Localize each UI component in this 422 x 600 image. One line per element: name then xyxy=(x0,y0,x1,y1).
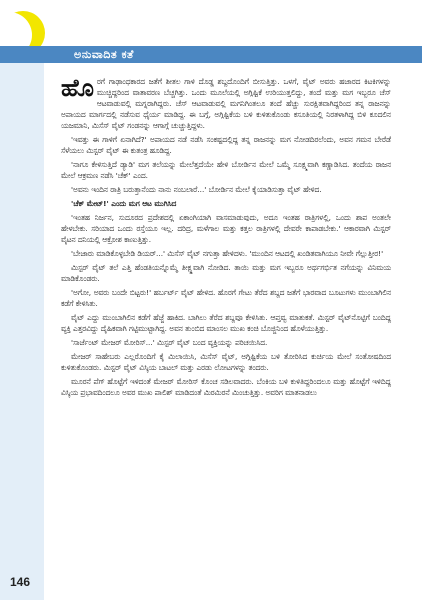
story-paragraph-5: 'ಚೆಕ್ ಮೇಟ್!' ಎಂದು ಮಗ ಆಟ ಮುಗಿಸಿದ xyxy=(71,199,177,208)
story-paragraph-11: 'ಸಾರ್ಜೆಂಟ್ ಮೇಜರ್ ಮೋರಿಸ್...' ಮಿಸ್ಟರ್ ವೈಟ್ ಬಂದ ವ್ಯಕ್ತಿಯನ್ನು ಪರಿಚಯಿಸಿದ. xyxy=(71,338,268,347)
story-paragraph-3: 'ನಾಗೂ ಕೇಳಿಸುತ್ತಿದೆ ಡ್ಯಾಡಿ' ಮಗ ತಲೆಯನ್ನು ಮೇಲೆತ್ತದೆಯೇ ಹೇಳಿ ಬೋರ್ಡಿನ ಮೇಲೆ ಒಮ್ಮೆ ಸೂಕ್ಷ್ಮವಾಗಿ ಕಣ್ಣಾಡಿಸಿದ. ತಂದೆಯ ರಾಜನ ಮೇಲೆ ಆಕ್ರಮಣ ನಡೆಸಿ 'ಚೆಕ್' ಎಂದ. xyxy=(61,160,391,180)
story-paragraph-2: 'ಇವತ್ತು ಈ ಗಾಳಿಗೆ ಏನಾಗಿದೆ?' ಅಪಾಯದ ನಡೆ ನಡೆಸಿ ಸಂಕಷ್ಟದಲ್ಲಿದ್ದ ತನ್ನ ರಾಜನನ್ನು ಮಗ ನೋಡದಿರಲೆಂದು, ಅವನ ಗಮನ ಬೇರೆಡೆ ಸೆಳೆಯಲು ಮಿಸ್ಟರ್ ವೈಟ್ ಈ ಕುತಂತ್ರ ಹೂಡಿದ್ದ. xyxy=(61,135,391,155)
page-number: 146 xyxy=(10,575,31,589)
story-body xyxy=(61,76,391,401)
story-paragraph-13: ಮೂರನೆ ಪೆಗ್ ಹೊಟ್ಟೆಗೆ ಇಳಿದಂತೆ ಮೇಜರ್ ಮೋರಿಸ್ ಕೊಂಚ ಸಡಿಲವಾದರು. ಬೆಂಕಿಯ ಬಳಿ ಕುಳಿತಿದ್ದರಿಂದಲೂ ಮತ್ತು ಹೊಟ್ಟೆಗೆ ಇಳಿದಿದ್ದ ವಿಸ್ಕಿಯ ಪ್ರಭಾವದಿಂದಲೂ ಅವರ ಮುಖ ಪಾಲಿಶ್ ಮಾಡಿದಂತೆ ಮಿರಮಿರನೆ ಮಿಂಚುತ್ತಿತ್ತು. ಅವರಿಗ ಮಾತನಾಡಲು xyxy=(61,377,391,397)
drop-cap: ಹೊ xyxy=(61,74,94,102)
story-paragraph-1 xyxy=(61,76,391,131)
header-bar xyxy=(0,46,422,63)
story-paragraph-6: 'ಇಂತಹ ನಿರ್ಜನ, ಸುದೂರದ ಪ್ರದೇಶದಲ್ಲಿ ಏಕಾಂಗಿಯಾಗಿ ವಾಸಮಾಡುವುದು, ಅದೂ ಇಂತಹ ರಾತ್ರಿಗಳಲ್ಲಿ, ಒಂದು ಶಾಪ ಅಂತಲೇ ಹೇಳಬೇಕು. ಸರಿಯಾದ ಒಂದು ರಸ್ತೆಯೂ ಇಲ್ಲ. ದರಿದ್ರ, ಮಳೆಗಾಲ ಮತ್ತು ಕತ್ತಲ ರಾತ್ರಿಗಳಲ್ಲಿ ದೇವರೇ ಕಾಪಾಡಬೇಕು.' ಆಕಾರವಾಗಿ ಮಿಸ್ಟರ್ ವೈಟನ ದನಿಯಲ್ಲಿ ಆಕ್ರೋಶ ಕಾಣುತ್ತಿತ್ತು. xyxy=(61,213,391,244)
story-paragraph-10: ವೈಟ್ ಎದ್ದು ಮುಂಬಾಗಿಲಿನ ಕಡೆಗೆ ಹೆಜ್ಜೆ ಹಾಕಿದ. ಬಾಗಿಲು ತೆರೆದ ಶಬ್ದವೂ ಕೇಳಿಸಿತು. ಆಪ್ತವ್ವ ಮಾತುಕತೆ. ಮಿಸ್ಟರ್ ವೈಟ್‌ನೊಟ್ಟಿಗೆ ಬಂದಿದ್ದ ವ್ಯಕ್ತಿ ಎತ್ತರವಿದ್ದು ದೈಹಿಕವಾಗಿ ಗಟ್ಟಿಮುಟ್ಟಾಗಿದ್ದ. ಅವನ ತುಂಬಿದ ಮಾಂಸಲ ಮುಖ ಕಂಚಿ ಬೊಜ್ಜಿನಿಂದ ಹೊಳೆಯುತ್ತಿತ್ತು. xyxy=(61,313,391,333)
story-paragraph-9: 'ಅಗೋ, ಅವರು ಬಂದೇ ಬಿಟ್ಟರು!' ಹರ್ಬರ್ಟ್ ವೈಟ್ ಹೇಳಿದ. ಹೊರಗೆ ಗೇಟು ತೆರೆದ ಶಬ್ದದ ಜತೆಗೆ ಭಾರವಾದ ಬೂಟುಗಳು ಮುಂಬಾಗಿಲಿನ ಕಡೆಗೆ ಕೇಳಿಸಿತು. xyxy=(61,288,391,308)
section-title: ಅನುವಾದಿತ ಕತೆ xyxy=(74,48,134,61)
story-paragraph-7: 'ಬೇಜಾರು ಮಾಡಿಕೊಳ್ಳಬೇಡಿ ಡಿಯರ್...' ಮಿಸೆಸ್ ವೈಟ್ ನಗುತ್ತಾ ಹೇಳಿದಳು. 'ಮುಂದಿನ ಆಟದಲ್ಲಿ ಖಂಡಿತವಾಗಿಯೂ ನೀವೇ ಗೆಲ್ಲುತ್ತೀರ!' xyxy=(71,249,384,258)
story-paragraph-12: ಮೇಜರ್ ಸಾಹೇಬರು ಎಲ್ಲರೊಂದಿಗೆ ಕೈ ಮಿಲಾಯಿಸಿ, ಮಿಸೆಸ್ ವೈಟ್, ಅಗ್ಗಿಷ್ಟಿಕೆಯ ಬಳಿ ತೋರಿಸಿದ ಕುರ್ಚಿಯ ಮೇಲೆ ಸಂತೋಷದಿಂದ ಕುಳಿತುಕೊಂಡರು. ಮಿಸ್ಟರ್ ವೈಟ್ ವಿಸ್ಕಿಯ ಬಾಟಲ್ ಮತ್ತು ಎರಡು ಲೋಟಗಳನ್ನು ತಂದರು. xyxy=(61,352,391,372)
story-paragraph-4: 'ಅವನು ಇಂದಿನ ರಾತ್ರಿ ಬರುತ್ತಾನೆಂದು ನಾನು ನಂಬಲಾರೆ...' ಬೋರ್ಡಿನ ಮೇಲೆ ಕೈಯಾಡಿಸುತ್ತಾ ವೈಟ್ ಹೇಳಿದ. xyxy=(71,185,322,194)
story-paragraph-8: ಮಿಸ್ಟರ್ ವೈಟ್ ತಲೆ ಎತ್ತಿ ಹೆಂಡತಿಯನ್ನೊಮ್ಮೆ ತೀಕ್ಷ್ಣವಾಗಿ ನೋಡಿದ. ತಾಯಿ ಮತ್ತು ಮಗ ಇಬ್ಬರೂ ಅರ್ಥಗರ್ಭಿತ ನಗೆಯನ್ನು ವಿನಿಮಯ ಮಾಡಿಕೊಂಡರು. xyxy=(61,263,391,283)
paragraph-text: ರಗೆ ಗಾಢಾಂಧಕಾರದ ಜತೆಗೆ ಶೀತಲ ಗಾಳಿ ದೊಡ್ಡ ಶಬ್ದದೊಂದಿಗೆ ಬೀಸುತ್ತಿತ್ತು. ಒಳಗೆ, ವೈಟ್ ಅವರು ಹಜಾರದ ಕಿಟಕಿಗಳನ್ನು ಮುಚ್ಚಿದ್ದರಿಂದ ವಾತಾವರಣ ಬೆಚ್ಚಗಿತ್ತು. ಒಂದು ಮೂಲೆಯಲ್ಲಿ ಅಗ್ಗಿಷ್ಟಿಕೆ ಉರಿಯುತ್ತಲಿದ್ದು, ತಂದೆ ಮತ್ತು ಮಗ ಇಬ್ಬರೂ ಚೆಸ್ ಆಟವಾಡುವಲ್ಲಿ ಮಗ್ನರಾಗಿದ್ದರು. ಚೆಸ್ ಆಟವಾಡುವಲ್ಲಿ ಮಗನಿಗಿಂತಲೂ ತಂದೆ ಹೆಚ್ಚು ಸುರಕ್ಷಿತವಾಗಿದ್ದರಿಂದ ತನ್ನ ರಾಜನನ್ನು ಅಪಾಯದ ಮಾರ್ಗದಲ್ಲಿ ನಡೆಸುವ ಧೈರ್ಯ ಮಾಡಿದ್ದ. ಈ ಬಗ್ಗೆ, ಅಗ್ಗಿಷ್ಟಿಕೆಯ ಬಳಿ ಕುಳಿತುಕೊಂಡು ಕಸೂತಿಯಲ್ಲಿ ನಿರತಳಾಗಿದ್ದ ಬಿಳಿ ಕೂದಲಿನ ಯಜಮಾನಿ, ಮಿಸೆಸ್ ವೈಟ್ ಗಂಡನನ್ನು ಆಗಾಗ್ಗೆ ಚುಚ್ಚುತ್ತಿದ್ದಳು. xyxy=(61,77,391,130)
side-bar xyxy=(0,63,44,600)
